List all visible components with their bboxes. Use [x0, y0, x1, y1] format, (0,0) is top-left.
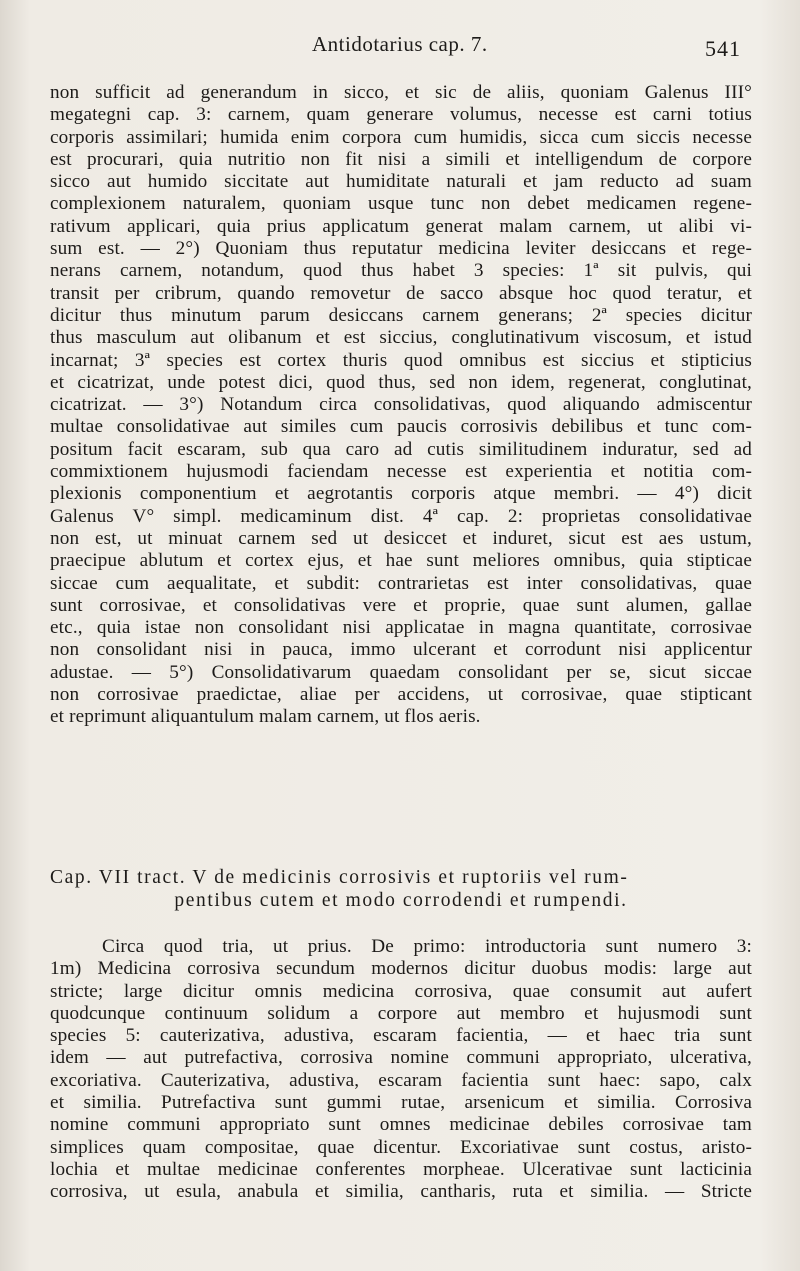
chapter-paragraph — [50, 936, 752, 1204]
chapter-heading — [50, 866, 752, 912]
text-line: adustae. — 5°) Consolidativarum quaedam consolidant per se, sicut siccae — [50, 661, 752, 683]
text-line: nerans carnem, notandum, quod thus habet 3 species: 1ª sit pulvis, qui — [50, 260, 752, 282]
text-line: lochia et multae medicinae conferentes morpheae. Ulcerativae sunt lacticinia — [50, 1158, 752, 1180]
paragraph-continued — [50, 82, 752, 729]
text-line: sicco aut humido siccitate aut humiditate naturali et jam reducto ad suam — [50, 171, 752, 193]
text-line: corporis assimilari; humida enim corpora cum humidis, sicca cum siccis necesse — [50, 126, 752, 148]
text-line: excoriativa. Cauterizativa, adustiva, escaram facientia sunt haec: sapo, calx — [50, 1069, 752, 1091]
text-line: et reprimunt aliquantulum malam carnem, ut flos aeris. — [50, 706, 481, 728]
text-line: etc., quia istae non consolidant nisi applicatae in magna quantitate, corrosivae — [50, 617, 752, 639]
text-line: praecipue ablutum et cortex ejus, et hae sunt meliores omnibus, quia stipticae — [50, 550, 752, 572]
text-line: transit per cribrum, quando removetur de sacco absque hoc quod teratur, et — [50, 282, 752, 304]
text-line: positum facit escaram, sub qua caro ad cutis similitudinem induratur, sed ad — [50, 438, 752, 460]
text-line: non est, ut minuat carnem sed ut desiccet et induret, sicut est aes ustum, — [50, 527, 752, 549]
text-line: est procurari, quia nutritio non fit nisi a simili et intelligendum de corpore — [50, 148, 752, 170]
text-line: non consolidant nisi in pauca, immo ulcerant et corrodunt nisi applicentur — [50, 639, 752, 661]
text-line: dicitur thus minutum parum desiccans carnem generans; 2ª species dicitur — [50, 304, 752, 326]
text-line: et similia. Putrefactiva sunt gummi rutae, arsenicum et similia. Corrosiva — [50, 1092, 752, 1114]
text-line: Circa quod tria, ut prius. De primo: introductoria sunt numero 3: — [102, 936, 752, 957]
text-line: species 5: cauterizativa, adustiva, escaram facientia, — et haec tria sunt — [50, 1025, 752, 1047]
text-line: non sufficit ad generandum in sicco, et sic de aliis, quoniam Galenus III° — [50, 82, 752, 103]
text-line: commixtionem hujusmodi faciendam necesse est experientia et notitia com- — [50, 461, 752, 483]
text-line: rativum applicari, quia prius applicatum generat malam carnem, ut alibi vi- — [50, 215, 752, 237]
text-line: 1m) Medicina corrosiva secundum modernos dicitur duobus modis: large aut — [50, 958, 752, 980]
text-line: et cicatrizat, unde potest dici, quod thus, sed non idem, regenerat, conglutinat, — [50, 371, 752, 393]
running-title: Antidotarius cap. 7. — [312, 32, 488, 56]
text-line: sunt corrosivae, et consolidativas vere et proprie, quae sunt alumen, gallae — [50, 594, 752, 616]
text-line: simplices quam compositae, quae dicentur. Excoriativae sunt costus, aristo- — [50, 1136, 752, 1158]
text-line: Galenus V° simpl. medicaminum dist. 4ª cap. 2: proprietas consolidativae — [50, 505, 752, 527]
text-line: thus masculum aut olibanum et est siccius, conglutinativum viscosum, et istud — [50, 327, 752, 349]
text-line: multae consolidativae aut similes cum paucis corrosivis debilibus et tunc com- — [50, 416, 752, 438]
text-line: sum est. — 2°) Quoniam thus reputatur medicina leviter desiccans et rege- — [50, 238, 752, 260]
text-line: complexionem naturalem, quoniam usque tunc non debet medicamen regene- — [50, 193, 752, 215]
text-line: idem — aut putrefactiva, corrosiva nomine communi appropriato, ulcerativa, — [50, 1047, 752, 1069]
text-line: stricte; large dicitur omnis medicina corrosiva, quae consumit aut aufert — [50, 980, 752, 1002]
text-line: nomine communi appropriato sunt omnes medicinae debiles corrosivae tam — [50, 1114, 752, 1136]
chapter-heading-line: pentibus cutem et modo corrodendi et rumpendi. — [174, 890, 628, 911]
text-line: corrosiva, ut esula, anabula et similia, cantharis, ruta et similia. — Stricte — [50, 1181, 752, 1203]
text-line: non corrosivae praedictae, aliae per accidens, ut corrosivae, quae stipticant — [50, 684, 752, 706]
text-line: cicatrizat. — 3°) Notandum circa consolidativas, quod aliquando admiscentur — [50, 394, 752, 416]
text-line: megategni cap. 3: carnem, quam generare volumus, necesse est carni totius — [50, 104, 752, 126]
text-line: siccae cum aequalitate, et subdit: contrarietas est inter consolidativas, quae — [50, 572, 752, 594]
chapter-heading-line: Cap. VII tract. V de medicinis corrosivis et ruptoriis vel rum- — [50, 867, 629, 888]
text-line: quodcunque continuum solidum a corpore aut membro et hujusmodi sunt — [50, 1002, 752, 1024]
page-number: 541 — [705, 36, 741, 61]
text-line: plexionis componentium et aegrotantis corporis atque membri. — 4°) dicit — [50, 483, 752, 505]
page-header — [0, 32, 800, 68]
text-line: incarnat; 3ª species est cortex thuris quod omnibus est siccius et stipticius — [50, 349, 752, 371]
